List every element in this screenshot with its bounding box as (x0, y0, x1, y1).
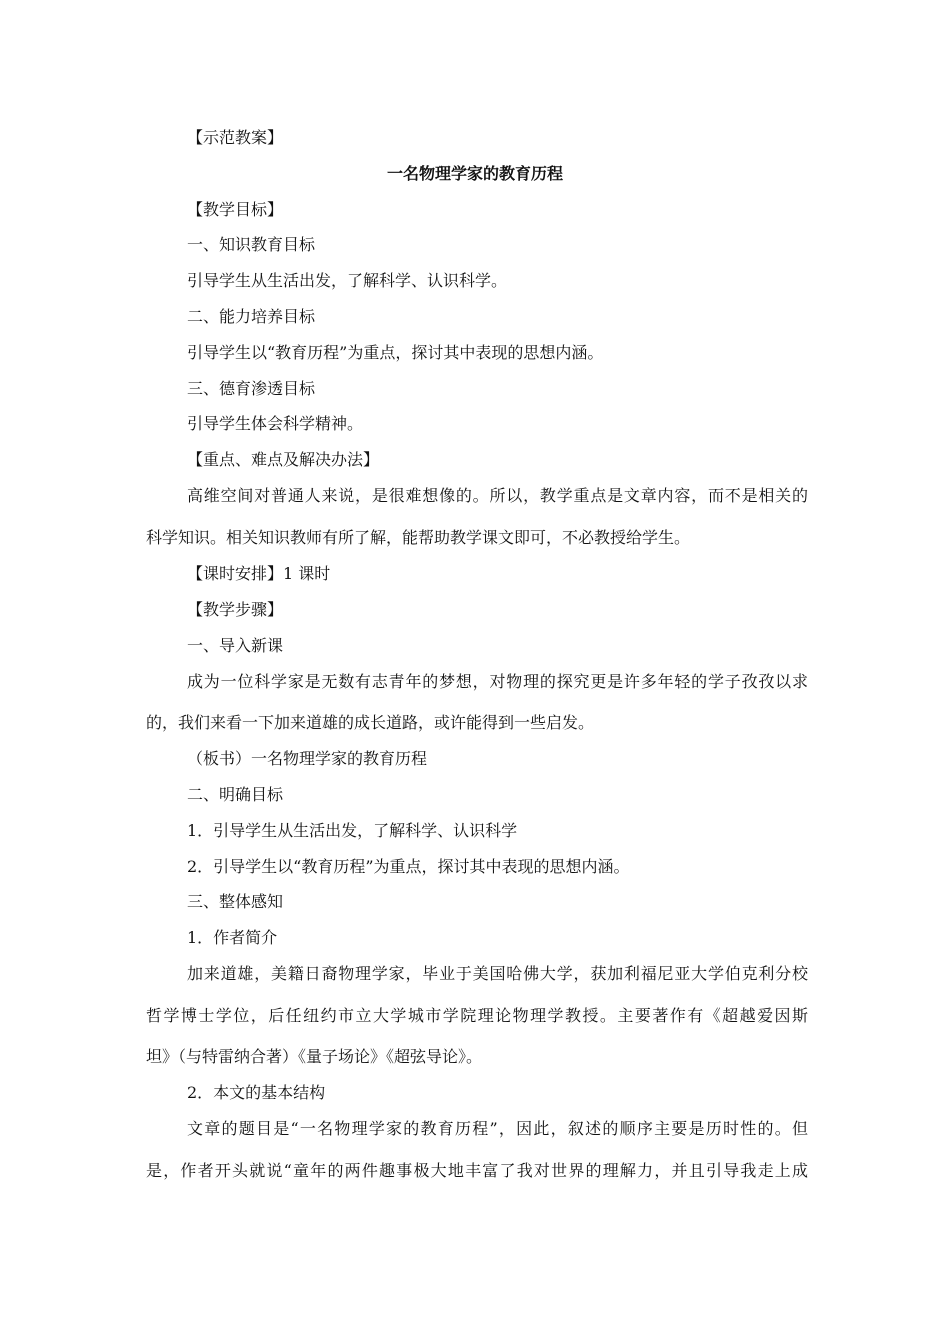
step1-heading: 一、导入新课 (187, 636, 284, 655)
goal1-heading: 一、知识教育目标 (187, 235, 316, 254)
author-paragraph-line: 加来道雄，美籍日裔物理学家，毕业于美国哈佛大学，获加利福尼亚大学伯克利分校 (187, 964, 808, 983)
goal1-text: 引导学生从生活出发，了解科学、认识科学。 (187, 271, 508, 290)
goal2-heading: 二、能力培养目标 (187, 307, 316, 326)
keypoints-heading: 【重点、难点及解决办法】 (187, 450, 380, 469)
document-title: 一名物理学家的教育历程 (386, 164, 563, 183)
structure-paragraph-line: 是，作者开头就说“童年的两件趣事极大地丰富了我对世界的理解力，并且引导我走上成 (146, 1161, 808, 1180)
step1-board-note: （板书）一名物理学家的教育历程 (187, 749, 428, 768)
goal3-text: 引导学生体会科学精神。 (187, 414, 364, 433)
goal3-heading: 三、德育渗透目标 (187, 379, 316, 398)
steps-heading: 【教学步骤】 (187, 600, 284, 619)
step3-heading: 三、整体感知 (187, 892, 284, 911)
keypoints-paragraph-line: 高维空间对普通人来说，是很难想像的。所以，教学重点是文章内容，而不是相关的 (187, 486, 808, 505)
author-paragraph-line: 坦》（与特雷纳合著）《量子场论》《超弦导论》。 (146, 1047, 483, 1066)
goal2-text: 引导学生以“教育历程”为重点，探讨其中表现的思想内涵。 (187, 343, 604, 362)
step1-paragraph-line: 的，我们来看一下加来道雄的成长道路，或许能得到一些启发。 (146, 713, 595, 732)
structure-heading: 2．本文的基本结构 (187, 1083, 326, 1102)
author-paragraph-line: 哲学博士学位，后任纽约市立大学城市学院理论物理学教授。主要著作有《超越爱因斯 (146, 1006, 808, 1025)
keypoints-paragraph-line: 科学知识。相关知识教师有所了解，能帮助教学课文即可，不必教授给学生。 (146, 528, 691, 547)
step2-list-item: 2．引导学生以“教育历程”为重点，探讨其中表现的思想内涵。 (187, 857, 630, 876)
step1-paragraph-line: 成为一位科学家是无数有志青年的梦想，对物理的探究更是许多年轻的学子孜孜以求 (187, 672, 808, 691)
section-label: 【示范教案】 (187, 128, 284, 147)
structure-paragraph-line: 文章的题目是“一名物理学家的教育历程”，因此，叙述的顺序主要是历时性的。但 (187, 1119, 808, 1138)
schedule-line: 【课时安排】1 课时 (187, 564, 331, 583)
author-heading: 1．作者简介 (187, 928, 278, 947)
goals-heading: 【教学目标】 (187, 200, 284, 219)
step2-list-item: 1．引导学生从生活出发，了解科学、认识科学 (187, 821, 518, 840)
step2-heading: 二、明确目标 (187, 785, 284, 804)
